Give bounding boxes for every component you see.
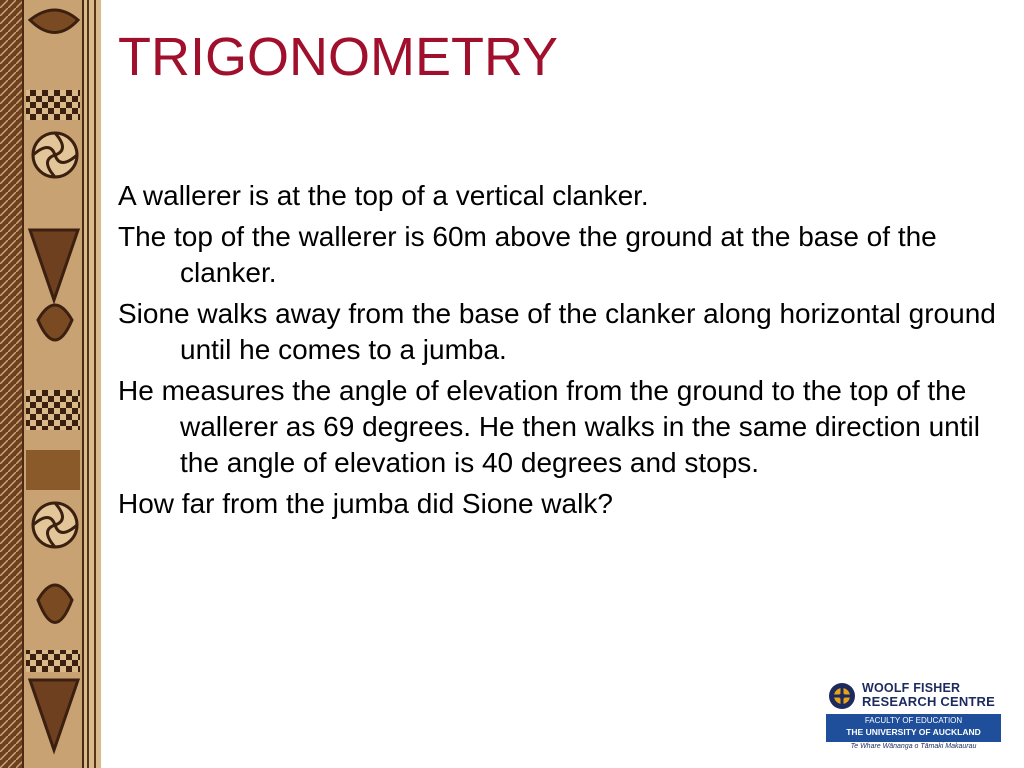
paragraph-5: How far from the jumba did Sione walk? — [118, 488, 613, 519]
paragraph-3: Sione walks away from the base of the clanker along horizontal ground until he comes to a jumba. — [118, 298, 996, 365]
slide-body — [118, 178, 1018, 527]
research-centre-logo — [826, 676, 1001, 752]
paragraph-2: The top of the wallerer is 60m above the ground at the base of the clanker. — [118, 221, 937, 288]
tapa-border-decoration — [0, 0, 101, 768]
logo-university: THE UNIVERSITY OF AUCKLAND — [846, 727, 981, 737]
logo-name-line1: WOOLF FISHER — [862, 681, 961, 695]
logo-header — [826, 678, 1001, 714]
emblem-icon — [828, 682, 856, 710]
logo-name-line2: RESEARCH CENTRE — [862, 694, 996, 709]
slide-title: TRIGONOMETRY — [118, 27, 559, 87]
logo-maori-name: Te Whare Wānanga o Tāmaki Makaurau — [850, 743, 977, 750]
logo-faculty: FACULTY OF EDUCATION — [864, 716, 963, 725]
tapa-pattern-icon — [0, 0, 101, 768]
paragraph-4: He measures the angle of elevation from the ground to the top of the wallerer as 69 degrees. He then walks in the same direction until the angle of elevation is 40 degrees and stops. — [118, 375, 980, 478]
paragraph-1: A wallerer is at the top of a vertical clanker. — [118, 180, 649, 211]
